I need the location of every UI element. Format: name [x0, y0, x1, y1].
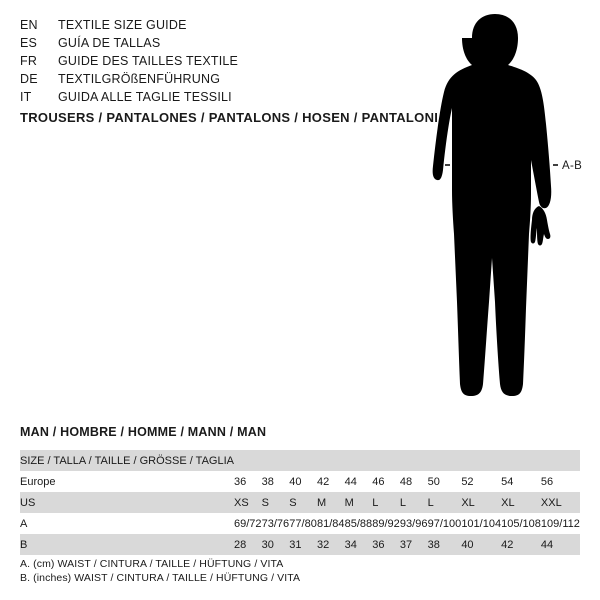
row-label: A — [20, 517, 28, 530]
cell — [372, 450, 400, 471]
cell: 81/84 — [316, 517, 345, 530]
cell: L — [399, 496, 407, 509]
language-text: GUÍA DE TALLAS — [58, 36, 161, 50]
footnote-a: A. (cm) WAIST / CINTURA / TAILLE / HÜFTUNG / VITA — [20, 558, 284, 570]
table-row — [20, 450, 580, 471]
row-label: US — [20, 496, 36, 509]
cell: 97/100 — [427, 517, 462, 530]
cell: 77/80 — [289, 517, 317, 530]
language-code: EN — [20, 18, 38, 32]
cell: XS — [233, 496, 249, 509]
cell: 73/76 — [261, 517, 290, 530]
cell — [400, 450, 428, 471]
cell: 32 — [316, 538, 330, 551]
row-label: Europe — [20, 475, 56, 488]
row-label: B — [20, 538, 28, 551]
cell: 40 — [289, 475, 302, 488]
cell — [262, 450, 290, 471]
cell: 69/72 — [233, 517, 262, 530]
cell: 56 — [540, 475, 554, 488]
cell: S — [261, 496, 269, 509]
cell: 36 — [233, 475, 247, 488]
cell: 42 — [501, 538, 514, 551]
cell — [234, 450, 262, 471]
table-row — [20, 513, 580, 534]
language-text: TEXTILE SIZE GUIDE — [58, 18, 187, 32]
table-row — [20, 534, 580, 555]
cell: XXL — [540, 496, 562, 509]
cell — [289, 450, 317, 471]
cell: 52 — [461, 475, 474, 488]
cell — [461, 450, 501, 471]
cell: 44 — [540, 538, 554, 551]
cell: XL — [461, 496, 475, 509]
language-row — [20, 34, 360, 52]
language-list — [20, 16, 360, 106]
footnote-b: B. (inches) WAIST / CINTURA / TAILLE / HÜFTUNG / VITA — [20, 572, 301, 584]
language-row — [20, 52, 360, 70]
cell: XL — [501, 496, 515, 509]
cell: L — [372, 496, 379, 509]
cell: 46 — [372, 475, 385, 488]
cell — [317, 450, 345, 471]
language-code: IT — [20, 90, 32, 104]
cell: 31 — [289, 538, 302, 551]
cell: 38 — [261, 475, 274, 488]
cell: 42 — [316, 475, 330, 488]
cell: 40 — [461, 538, 474, 551]
cell: 48 — [399, 475, 413, 488]
cell: 37 — [399, 538, 413, 551]
language-text: GUIDE DES TAILLES TEXTILE — [58, 54, 239, 68]
cell — [501, 450, 541, 471]
language-row — [20, 88, 360, 106]
male-silhouette-icon — [400, 8, 600, 408]
table-row — [20, 492, 580, 513]
footnotes — [20, 557, 300, 585]
table-row — [20, 471, 580, 492]
table-title: MAN / HOMBRE / HOMME / MANN / MAN — [20, 425, 267, 439]
language-text: TEXTILGRÖßENFÜHRUNG — [58, 72, 221, 86]
cell: M — [344, 496, 354, 509]
cell: 89/92 — [372, 517, 400, 530]
cell: 38 — [427, 538, 440, 551]
section-title: TROUSERS / PANTALONES / PANTALONS / HOSEN / PANTALONI — [20, 110, 439, 125]
language-row — [20, 16, 360, 34]
language-code: FR — [20, 54, 38, 68]
size-table — [20, 450, 580, 555]
cell — [541, 450, 580, 471]
cell: 30 — [261, 538, 274, 551]
cell: 50 — [427, 475, 440, 488]
cell: S — [289, 496, 297, 509]
cell: 34 — [344, 538, 357, 551]
cell — [428, 450, 462, 471]
cell: M — [316, 496, 327, 509]
cell: 28 — [233, 538, 247, 551]
cell: 44 — [344, 475, 357, 488]
language-code: DE — [20, 72, 38, 86]
row-label: SIZE / TALLA / TAILLE / GRÖSSE / TAGLIA — [20, 454, 234, 467]
cell: 85/88 — [344, 517, 373, 530]
language-code: ES — [20, 36, 38, 50]
cell: 105/108 — [501, 517, 541, 530]
measure-label-ab: A-B — [562, 160, 583, 172]
cell: 36 — [372, 538, 385, 551]
cell: 54 — [501, 475, 514, 488]
language-row — [20, 70, 360, 88]
language-text: GUIDA ALLE TAGLIE TESSILI — [58, 90, 232, 104]
cell — [345, 450, 373, 471]
cell: 109/112 — [540, 517, 580, 530]
cell: 101/104 — [461, 517, 502, 530]
trousers-figure — [400, 8, 600, 408]
cell: L — [427, 496, 434, 509]
cell: 93/96 — [399, 517, 428, 530]
